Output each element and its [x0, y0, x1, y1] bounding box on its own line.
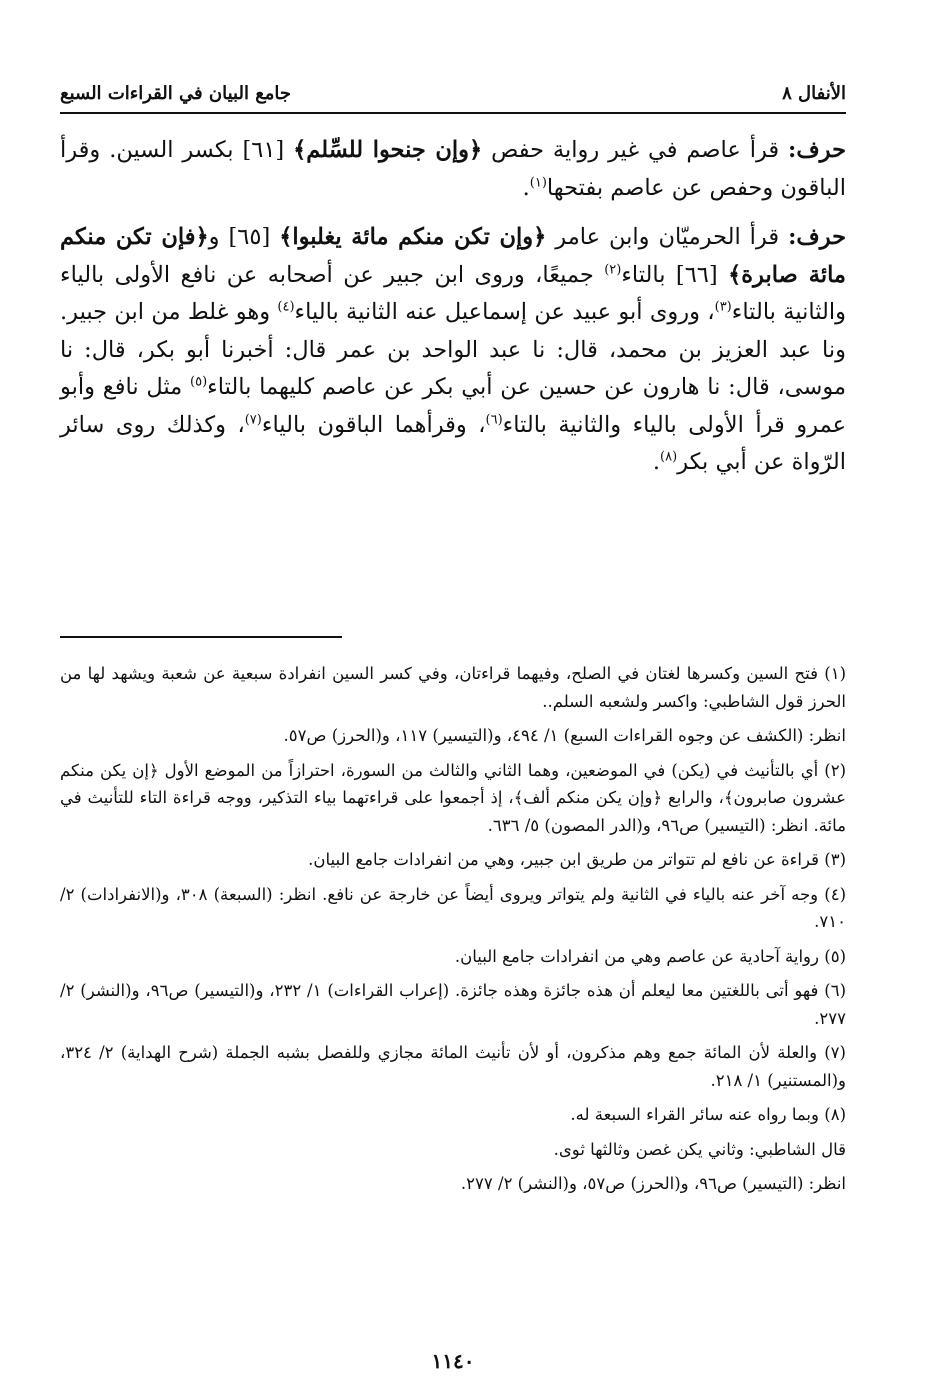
text-run: . [522, 174, 530, 201]
footnotes [60, 660, 846, 1205]
text-run: . [652, 449, 661, 475]
footnote-marker[interactable]: (٥) [190, 374, 208, 390]
footnote-5: (٥) رواية آحادية عن عاصم وهي من انفرادات جامع البيان. [454, 946, 846, 966]
footnote-1: (١) فتح السين وكسرها لغتان في الصلح، وفيهما قراءتان، وفي كسر السين انفرادة سبعية عن شعبة ويشهد لها من الحرز قول الشاطبي: واكسر ولشعبه السلم.. [60, 664, 846, 711]
footnote-6: (٦) فهو أتى باللغتين معا ليعلم أن هذه جائزة وهذه جائزة. (إعراب القراءات) ١/ ٢٣٢، و(التيسير) ص٩٦، و(النشر) ٢/ ٢٧٧. [60, 981, 846, 1028]
footnote-1-refs: انظر: (الكشف عن وجوه القراءات السبع) ١/ ٤٩٤، و(التيسير) ١١٧، و(الحرز) ص٥٧. [283, 726, 846, 745]
footnote-marker[interactable]: (٨) [660, 449, 678, 465]
footnote-marker[interactable]: (٣) [714, 299, 732, 315]
footnote-8: (٨) وبما رواه عنه سائر القراء السبعة له. [570, 1105, 846, 1124]
page-number: ١١٤٠ [431, 1349, 475, 1373]
text-run: [٦٦] بالتاء [621, 261, 729, 288]
footnote-marker[interactable]: (٢) [604, 262, 622, 277]
text-run: جميعًا، وروى ابن جبير عن أصحابه عن نافع الأولى بالياء والثانية بالتاء [60, 261, 846, 325]
main-text [60, 132, 846, 494]
text-run: [٦١] بكسر السين. وقرأ الباقون وحفص عن عاصم بفتحها [60, 137, 846, 201]
footnote-4: (٤) وجه آخر عنه بالياء في الثانية ولم يتواتر ويروى أيضاً عن خارجة عن نافع. انظر: (السبعة) ٣٠٨، و(الانفرادات) ٢/ ٧١٠. [60, 884, 847, 931]
text-run: ، وكذلك روى سائر الرّواة عن أبي بكر [60, 411, 846, 475]
text-run: قرأ عاصم في غير رواية حفص [482, 137, 789, 163]
section-label: حرف: [788, 137, 846, 163]
running-header [60, 70, 846, 114]
footnote-marker[interactable]: (٦) [485, 412, 503, 427]
footnote-2: (٢) أي بالتأنيث في (يكن) في الموضعين، وهما الثاني والثالث من السورة، احترازاً من الموضع الأول ﴿إن يكن منكم عشرون صابرون﴾، والرابع ﴿وإن يكن منكم ألف﴾، إذ أجمعوا على قراءتهما بياء التذكير، ووجه قراءة التاء للتأنيث في مائة. انظر: (التيسير) ص٩٦، و(الدر المصون) ٥/ ٦٣٦. [60, 760, 846, 835]
chapter-heading: الأنفال ٨ [782, 83, 846, 104]
footnote-separator [60, 636, 342, 638]
footnote-marker[interactable]: (٤) [277, 299, 295, 315]
text-run: [٦٥] و [208, 224, 280, 250]
book-page [60, 0, 846, 1398]
paragraph-1 [60, 132, 846, 207]
paragraph-2 [60, 219, 846, 482]
section-label: حرف: [788, 224, 847, 250]
quran-verse: ﴿فإن تكن منكم مائة صابرة﴾ [60, 224, 846, 288]
text-run: قرأ الحرميّان وابن عامر [546, 224, 789, 250]
footnote-8-refs: انظر: (التيسير) ص٩٦، و(الحرز) ص٥٧، و(النشر) ٢/ ٢٧٧. [460, 1174, 846, 1193]
text-run: ، وروى أبو عبيد عن إسماعيل عنه الثانية بالياء [294, 299, 715, 325]
footnote-marker[interactable]: (١) [529, 175, 547, 190]
footnote-marker[interactable]: (٧) [244, 412, 262, 427]
text-run: مثل نافع وأبو عمرو قرأ الأولى بالياء والثانية بالتاء [60, 374, 846, 438]
quran-verse: ﴿وإن تكن منكم مائة يغلبوا﴾ [279, 224, 547, 250]
footnote-3: (٣) قراءة عن نافع لم تتواتر من طريق ابن جبير، وهي من انفرادات جامع البيان. [308, 850, 846, 869]
quran-verse: ﴿وإن جنحوا للسِّلم﴾ [293, 137, 483, 163]
footnote-7: (٧) والعلة لأن المائة جمع وهم مذكرون، أو لأن تأنيث المائة مجازي وللفصل بشبه الجملة (شرح الهداية) ٢/ ٣٢٤، و(المستنير) ١/ ٢١٨. [60, 1043, 846, 1090]
book-title: جامع البيان في القراءات السبع [60, 83, 292, 104]
text-run: ، وقرأهما الباقون بالياء [261, 411, 486, 438]
footnote-8-verse: قال الشاطبي: وثاني يكن غصن وثالثها ثوى. [553, 1139, 846, 1159]
text-run: وهو غلط من ابن جبير. ونا عبد العزيز بن محمد، قال: نا عبد الواحد بن عمر قال: أخبرنا أبو بكر، قال: نا موسى، قال: نا هارون عن حسين عن أبي بكر عن عاصم كليهما بالتاء [60, 299, 846, 400]
